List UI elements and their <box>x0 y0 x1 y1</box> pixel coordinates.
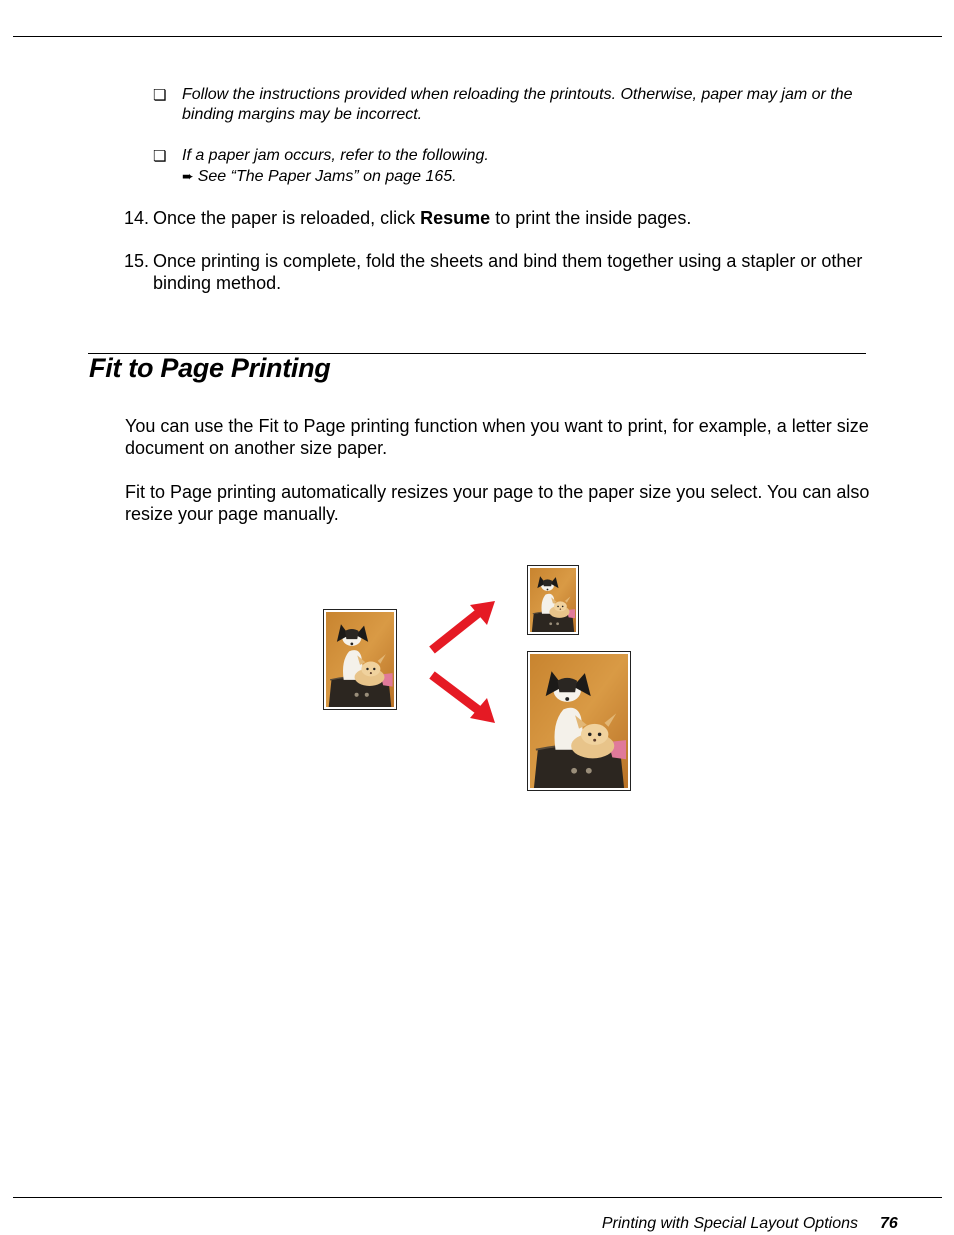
checkbox-bullet-icon: ❏ <box>153 148 167 165</box>
dogs-photo <box>530 654 628 788</box>
step-text: to print the inside pages. <box>490 208 692 228</box>
page-number: 76 <box>880 1215 898 1232</box>
note-item <box>153 85 873 127</box>
footer-chapter-title: Printing with Special Layout Options <box>601 1215 858 1232</box>
step-number: 14. <box>124 208 150 228</box>
enlarged-page-image <box>527 651 631 791</box>
cross-reference-link[interactable]: See “The Paper Jams” on page 165. <box>197 168 457 185</box>
cross-reference-arrow-icon: ➨ <box>182 168 194 184</box>
resume-button-label: Resume <box>420 208 491 228</box>
arrow-up-right-icon <box>432 601 495 650</box>
dogs-photo <box>530 568 576 632</box>
arrow-down-right-icon <box>432 675 495 723</box>
step-text: Once printing is complete, fold the sheets and bind them together using a stapler or other binding method. <box>153 251 863 293</box>
dogs-photo <box>326 612 394 707</box>
footer-rule <box>13 1197 942 1198</box>
resize-arrows <box>425 597 505 727</box>
step-number: 15. <box>124 251 150 271</box>
note-text: Follow the instructions provided when reloading the printouts. Otherwise, paper may jam or the binding margins may be incorrect. <box>182 86 853 123</box>
step-item <box>124 207 869 231</box>
body-paragraph: You can use the Fit to Page printing function when you want to print, for example, a letter size document on another size paper. <box>125 416 869 458</box>
header-rule <box>13 36 942 37</box>
note-item <box>153 146 873 188</box>
reduced-page-image <box>527 565 579 635</box>
body-paragraph: Fit to Page printing automatically resizes your page to the paper size you select. You can also resize your page manually. <box>125 482 870 524</box>
step-item <box>124 250 869 296</box>
step-text: Once the paper is reloaded, click <box>153 208 421 228</box>
note-text: If a paper jam occurs, refer to the following. <box>182 147 489 164</box>
checkbox-bullet-icon: ❏ <box>153 87 167 104</box>
original-page-image <box>323 609 397 710</box>
section-title: Fit to Page Printing <box>89 353 331 383</box>
